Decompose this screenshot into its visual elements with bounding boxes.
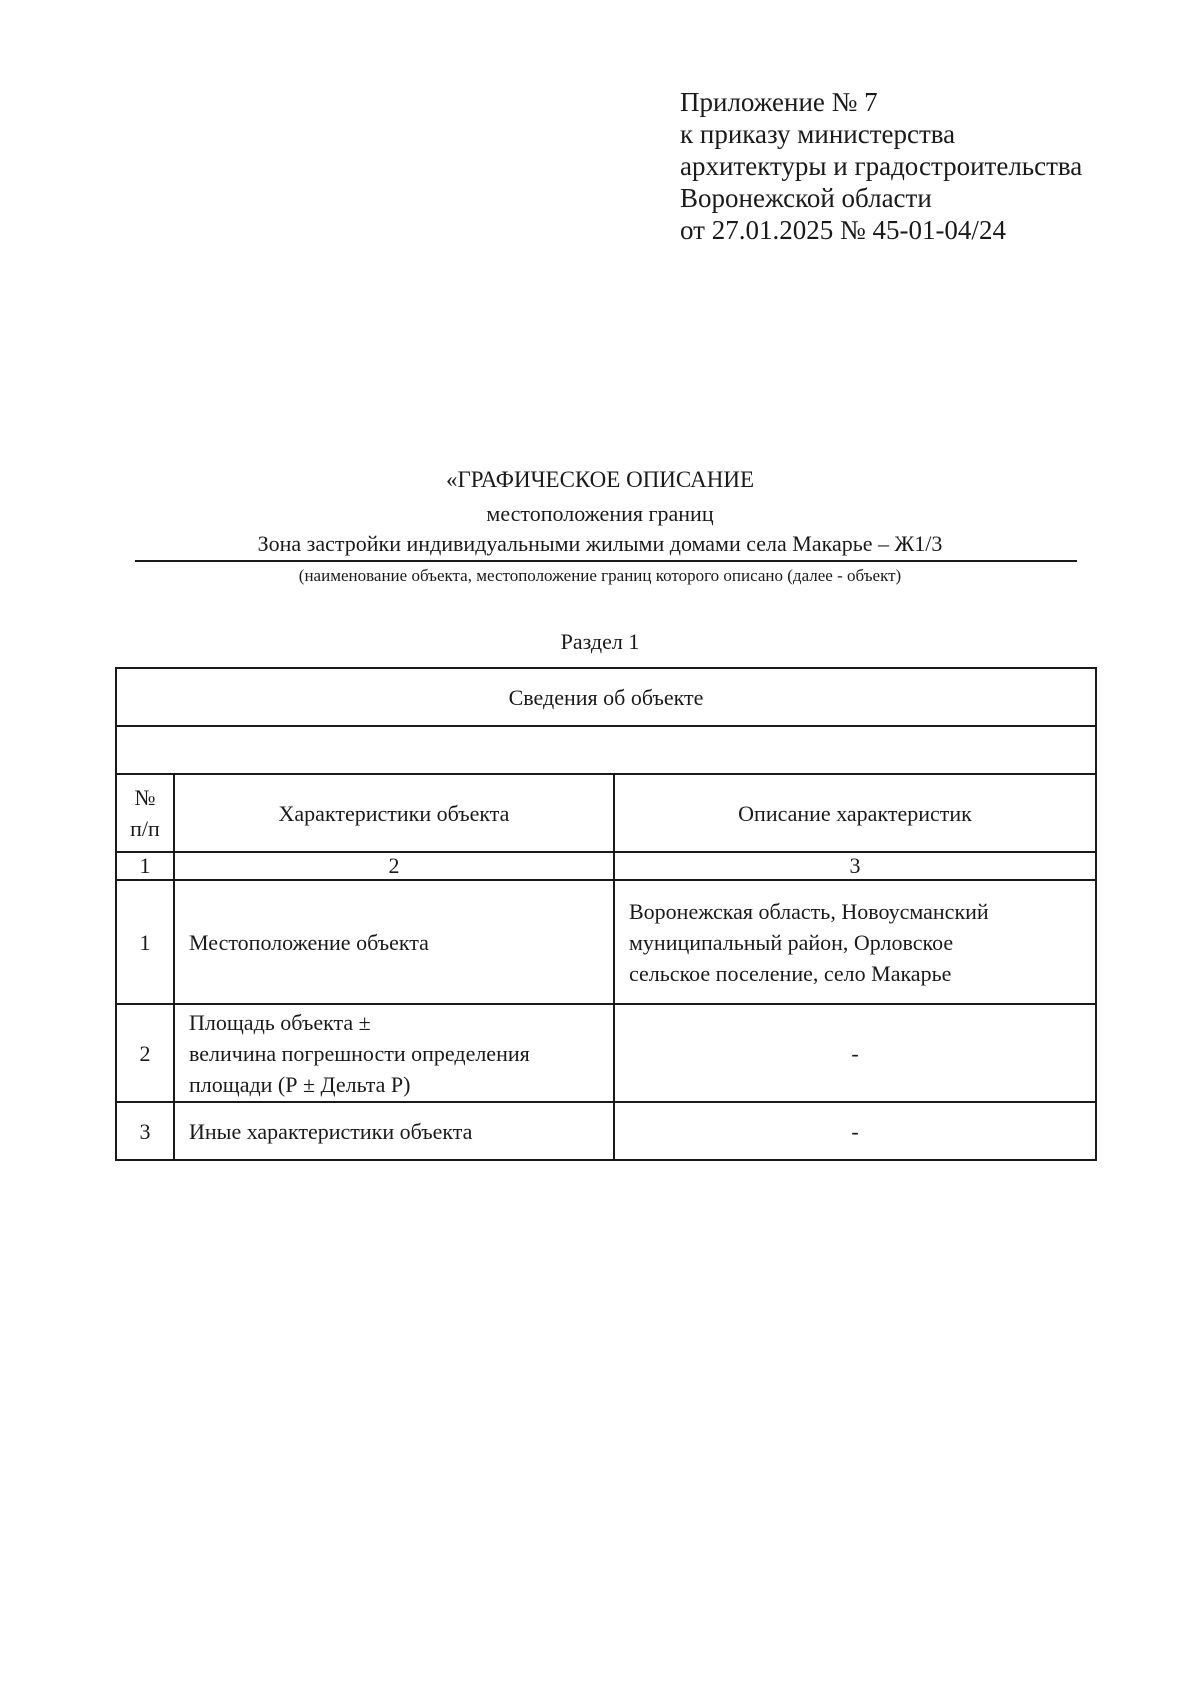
table-row <box>116 1004 1096 1102</box>
object-caption: (наименование объекта, местоположение границ которого описано (далее - объект) <box>298 566 902 585</box>
column-number: 1 <box>116 852 174 880</box>
table-caption: Сведения об объекте <box>116 668 1096 726</box>
section-label: Раздел 1 <box>560 629 640 654</box>
appendix-line-5: от 27.01.2025 № 45-01-04/24 <box>680 215 1006 245</box>
row-description: - <box>614 1004 1096 1102</box>
row-description: Воронежская область, Новоусманский муниципальный район, Орловское сельское поселение, село Макарье <box>614 880 1096 1004</box>
row-characteristic: Площадь объекта ± величина погрешности определения площади (Р ± Дельта Р) <box>174 1004 614 1102</box>
appendix-line-1: Приложение № 7 <box>680 87 878 117</box>
object-info-table <box>115 667 1097 1161</box>
column-number-row <box>116 852 1096 880</box>
row-num: 2 <box>116 1004 174 1102</box>
header-characteristic: Характеристики объекта <box>174 774 614 852</box>
object-name-underline <box>135 560 1077 562</box>
document-title: «ГРАФИЧЕСКОЕ ОПИСАНИЕ <box>445 467 754 492</box>
row-num: 3 <box>116 1102 174 1160</box>
appendix-line-4: Воронежской области <box>680 183 932 213</box>
table-empty-row <box>116 726 1096 774</box>
appendix-line-2: к приказу министерства <box>680 119 956 149</box>
table-empty-cell <box>116 726 1096 774</box>
table-header-row <box>116 774 1096 852</box>
row-characteristic: Местоположение объекта <box>174 880 614 1004</box>
table-caption-row <box>116 668 1096 726</box>
table-row <box>116 880 1096 1004</box>
header-num: № п/п <box>116 774 174 852</box>
column-number: 2 <box>174 852 614 880</box>
column-number: 3 <box>614 852 1096 880</box>
appendix-header <box>680 86 1082 246</box>
object-name: Зона застройки индивидуальными жилыми домами села Макарье – Ж1/3 <box>257 531 943 556</box>
table-row <box>116 1102 1096 1160</box>
header-description: Описание характеристик <box>614 774 1096 852</box>
document-subtitle: местоположения границ <box>486 501 714 526</box>
row-description: - <box>614 1102 1096 1160</box>
row-characteristic: Иные характеристики объекта <box>174 1102 614 1160</box>
appendix-line-3: архитектуры и градостроительства <box>680 151 1083 181</box>
row-num: 1 <box>116 880 174 1004</box>
